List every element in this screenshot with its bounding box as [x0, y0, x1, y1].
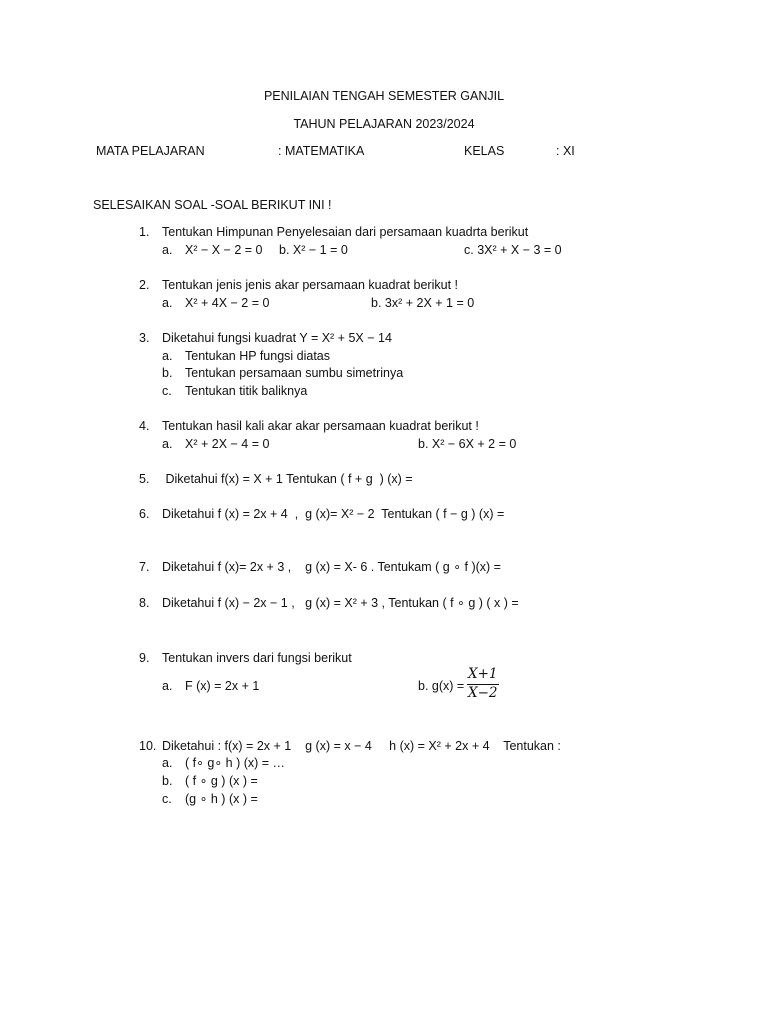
q1-c: c. 3X² + X − 3 = 0 [464, 243, 562, 257]
q10-number: 10. [139, 739, 157, 753]
q9-a-label: a. [162, 679, 173, 693]
q1-a: X² − X − 2 = 0 [185, 243, 263, 257]
q10-c-label: c. [162, 792, 172, 806]
class-value: : XI [556, 144, 575, 158]
q10-a: ( f∘ g∘ h ) (x) = … [185, 756, 286, 770]
q3-number: 3. [139, 331, 150, 345]
q9-number: 9. [139, 651, 150, 665]
q2-b: b. 3x² + 2X + 1 = 0 [371, 296, 475, 310]
class-label: KELAS [464, 144, 505, 158]
q10-c: (g ∘ h ) (x ) = [185, 792, 258, 806]
q7-text: Diketahui f (x)= 2x + 3 , g (x) = X- 6 . Tentukam ( g ∘ f )(x) = [162, 560, 501, 574]
q5-number: 5. [139, 472, 150, 486]
fraction-numerator: X+1 [467, 668, 499, 685]
q9-b: b. g(x) = [418, 679, 465, 693]
q7-number: 7. [139, 560, 150, 574]
instruction: SELESAIKAN SOAL -SOAL BERIKUT INI ! [93, 198, 332, 212]
q3-text: Diketahui fungsi kuadrat Y = X² + 5X − 14 [162, 331, 392, 345]
q9-b-fraction [467, 668, 499, 700]
q2-text: Tentukan jenis jenis akar persamaan kuadrat berikut ! [162, 278, 458, 292]
fraction-denominator: X−2 [468, 684, 498, 701]
q4-number: 4. [139, 419, 150, 433]
q4-a: X² + 2X − 4 = 0 [185, 437, 270, 451]
q1-number: 1. [139, 225, 150, 239]
q10-a-label: a. [162, 756, 173, 770]
q2-number: 2. [139, 278, 150, 292]
q3-c-label: c. [162, 384, 172, 398]
q1-a-label: a. [162, 243, 173, 257]
q10-b-label: b. [162, 774, 173, 788]
q1-text: Tentukan Himpunan Penyelesaian dari persamaan kuadrta berikut [162, 225, 529, 239]
q8-text: Diketahui f (x) − 2x − 1 , g (x) = X² + 3 , Tentukan ( f ∘ g ) ( x ) = [162, 596, 519, 610]
q10-b: ( f ∘ g ) (x ) = [185, 774, 258, 788]
q10-text: Diketahui : f(x) = 2x + 1 g (x) = x − 4 h (x) = X² + 2x + 4 Tentukan : [162, 739, 561, 753]
q5-text: Diketahui f(x) = X + 1 Tentukan ( f + g ) (x) = [162, 472, 413, 486]
exam-title: PENILAIAN TENGAH SEMESTER GANJIL [263, 89, 505, 103]
academic-year: TAHUN PELAJARAN 2023/2024 [293, 117, 475, 131]
q3-c: Tentukan titik baliknya [185, 384, 308, 398]
q6-number: 6. [139, 507, 150, 521]
q3-b-label: b. [162, 366, 173, 380]
q2-a: X² + 4X − 2 = 0 [185, 296, 270, 310]
q4-b: b. X² − 6X + 2 = 0 [418, 437, 517, 451]
q4-a-label: a. [162, 437, 173, 451]
subject-label: MATA PELAJARAN [96, 144, 205, 158]
q9-a: F (x) = 2x + 1 [185, 679, 260, 693]
q1-b: b. X² − 1 = 0 [279, 243, 348, 257]
q4-text: Tentukan hasil kali akar akar persamaan kuadrat berikut ! [162, 419, 479, 433]
q3-b: Tentukan persamaan sumbu simetrinya [185, 366, 404, 380]
q3-a-label: a. [162, 349, 173, 363]
subject-value: : MATEMATIKA [278, 144, 365, 158]
q8-number: 8. [139, 596, 150, 610]
q3-a: Tentukan HP fungsi diatas [185, 349, 331, 363]
q9-text: Tentukan invers dari fungsi berikut [162, 651, 352, 665]
q2-a-label: a. [162, 296, 173, 310]
q6-text: Diketahui f (x) = 2x + 4 , g (x)= X² − 2 Tentukan ( f − g ) (x) = [162, 507, 505, 521]
